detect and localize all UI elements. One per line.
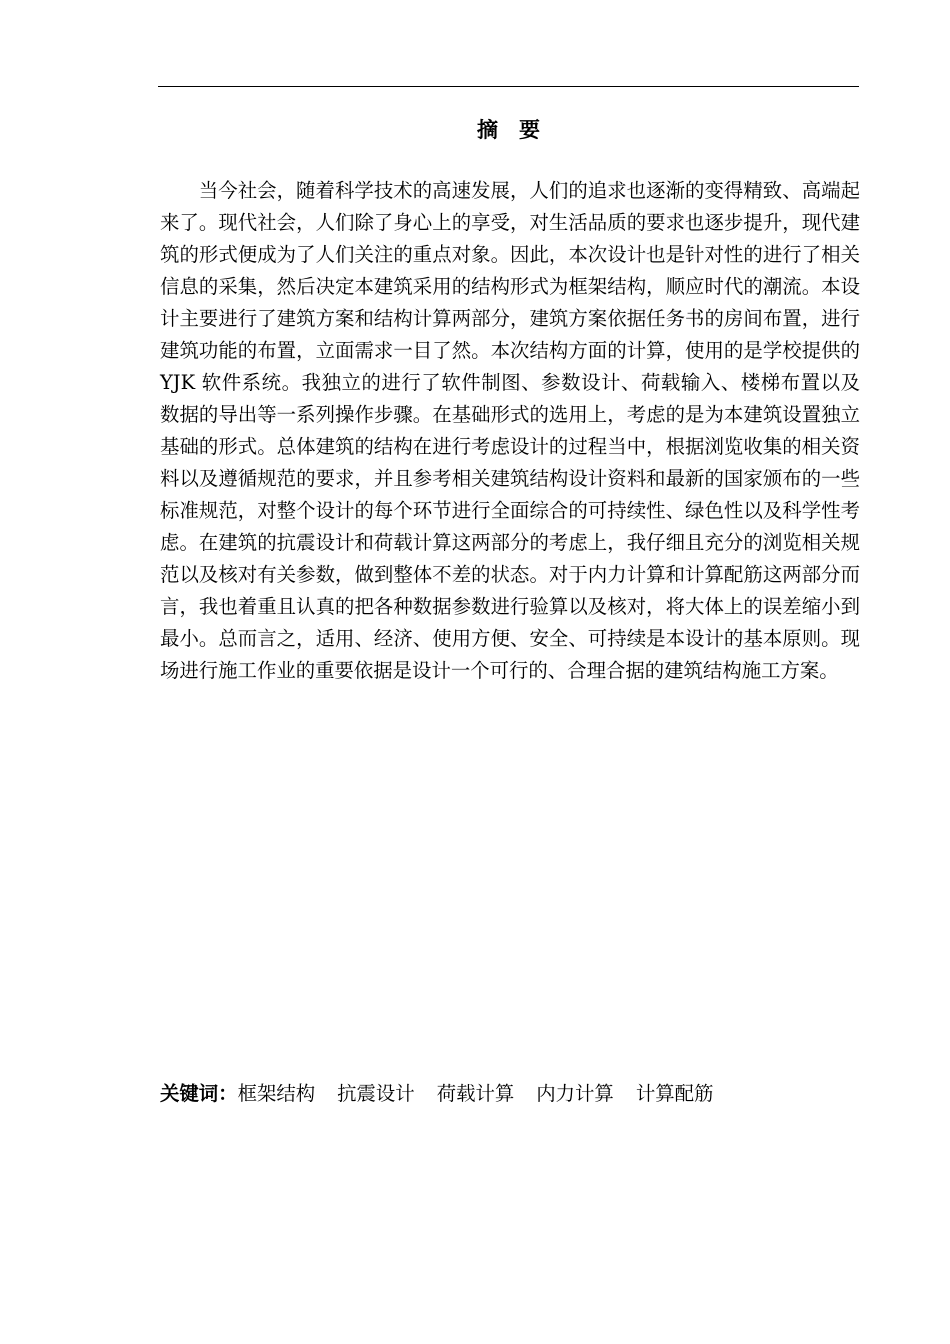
keywords-label: 关键词：: [160, 1082, 238, 1105]
abstract-title-char-2: 要: [519, 118, 540, 142]
abstract-body: 当今社会，随着科学技术的高速发展，人们的追求也逐渐的变得精致、高端起来了。现代社会，人们除了身心上的享受，对生活品质的要求也逐步提升，现代建筑的形式便成为了人们关注的重点对象。因此，本次设计也是针对性的进行了相关信息的采集，然后决定本建筑采用的结构形式为框架结构，顺应时代的潮流。本设计主要进行了建筑方案和结构计算两部分，建筑方案依据任务书的房间布置，进行建筑功能的布置，立面需求一目了然。本次结构方面的计算，使用的是学校提供的YJK 软件系统。我独立的进行了软件制图、参数设计、荷载输入、楼梯布置以及数据的导出等一系列操作步骤。在基础形式的选用上，考虑的是为本建筑设置独立基础的形式。总体建筑的结构在进行考虑设计的过程当中，根据浏览收集的相关资料以及遵循规范的要求，并且参考相关建筑结构设计资料和最新的国家颁布的一些标准规范，对整个设计的每个环节进行全面综合的可持续性、绿色性以及科学性考虑。在建筑的抗震设计和荷载计算这两部分的考虑上，我仔细且充分的浏览相关规范以及核对有关参数，做到整体不差的状态。对于内力计算和计算配筋这两部分而言，我也着重且认真的把各种数据参数进行验算以及核对，将大体上的误差缩小到最小。总而言之，适用、经济、使用方便、安全、可持续是本设计的基本原则。现场进行施工作业的重要依据是设计一个可行的、合理合据的建筑结构施工方案。: [160, 179, 860, 682]
keyword-item: 框架结构: [237, 1082, 316, 1105]
keywords-list: [238, 1082, 736, 1105]
keyword-item: 内力计算: [536, 1082, 614, 1105]
abstract-title: [158, 114, 859, 146]
keyword-item: 计算配筋: [635, 1082, 714, 1105]
header-rule: [158, 86, 859, 87]
keywords-line: [160, 1078, 860, 1110]
abstract-title-char-1: 摘: [477, 118, 498, 142]
keyword-item: 抗震设计: [337, 1082, 415, 1105]
keyword-item: 荷载计算: [436, 1082, 515, 1105]
